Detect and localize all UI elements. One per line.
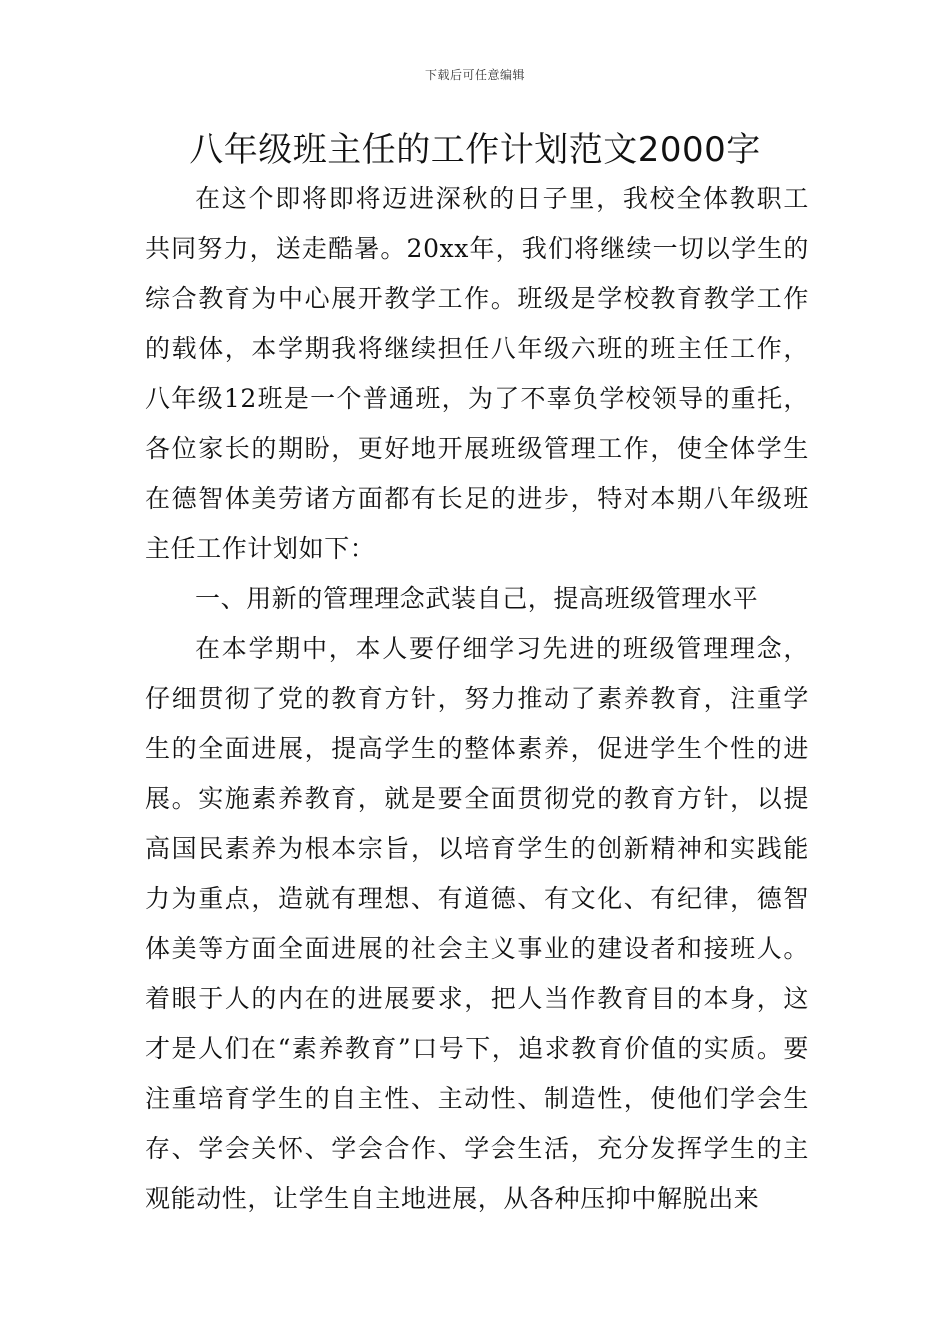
header-note: 下载后可任意编辑 [424,68,525,82]
document-title: 八年级班主任的工作计划范文2000字 [189,130,761,170]
paragraph-intro: 在这个即将即将迈进深秋的日子里，我校全体教职工共同努力，送走酷暑。20xx年，我们将继续一切以学生的综合教育为中心展开教学工作。班级是学校教育教学工作的载体，本学期我将继续担任八年级六班的班主任工作，八年级12班是一个普通班，为了不辜负学校领导的重托，各位家长的期盼，更好地开展班级管理工作，使全体学生在德智体美劳诸方面都有长足的进步，特对本期八年级班主任工作计划如下： [145,184,809,563]
section-heading-1: 一、用新的管理理念武装自己，提高班级管理水平 [195,584,759,613]
paragraph-section-1: 在本学期中，本人要仔细学习先进的班级管理理念，仔细贯彻了党的教育方针，努力推动了素养教育，注重学生的全面进展，提高学生的整体素养，促进学生个性的进展。实施素养教育，就是要全面贯彻党的教育方针，以提高国民素养为根本宗旨，以培育学生的创新精神和实践能力为重点，造就有理想、有道德、有文化、有纪律，德智体美等方面全面进展的社会主义事业的建设者和接班人。着眼于人的内在的进展要求，把人当作教育目的本身，这才是人们在“素养教育”口号下，追求教育价值的实质。要注重培育学生的自主性、主动性、制造性，使他们学会生存、学会关怀、学会合作、学会生活，充分发挥学生的主观能动性，让学生自主地进展，从各种压抑中解脱出来 [145,634,809,1213]
document-body [145,174,809,1224]
